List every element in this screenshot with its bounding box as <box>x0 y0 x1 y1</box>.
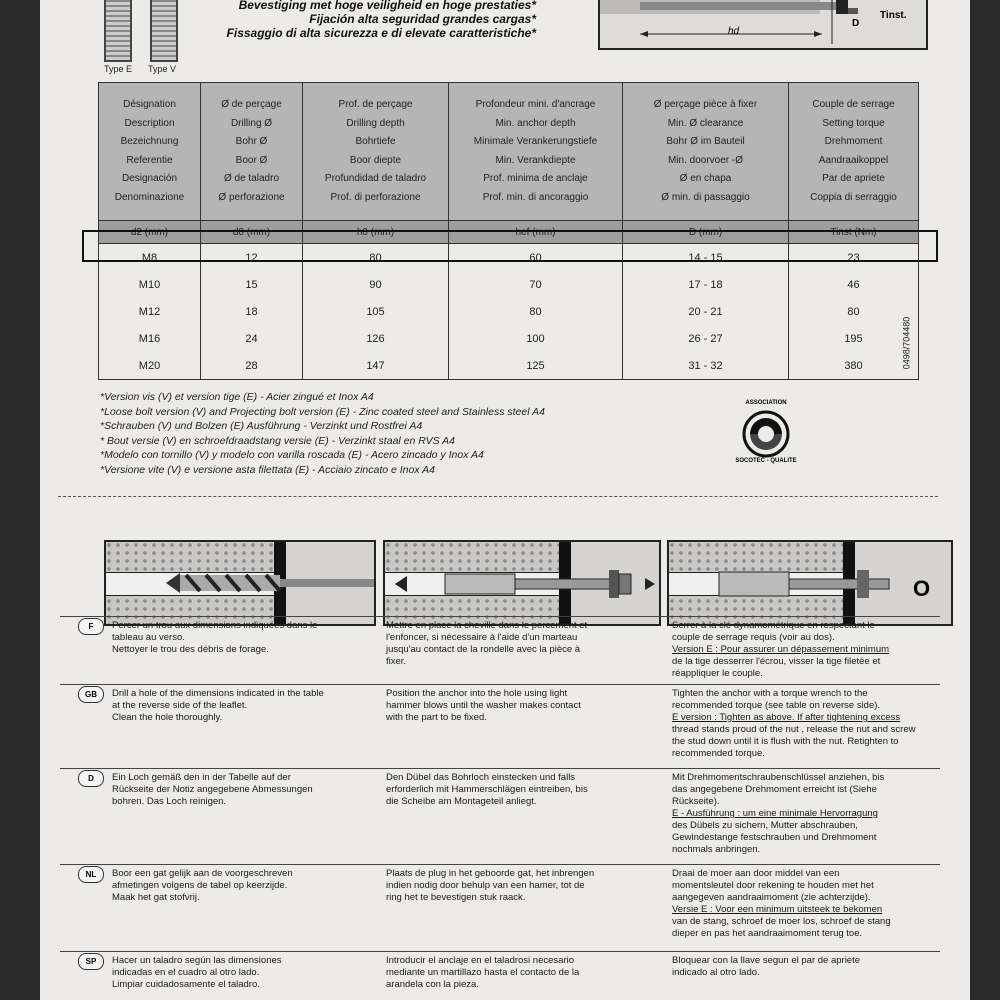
header-clearance: Ø perçage pièce à fixer Min. Ø clearance Bohr Ø im Bauteil Min. doorvoer -Ø Ø en chapa Ø min. di passaggio <box>623 83 789 221</box>
instruction-line: with the part to be fixed. <box>386 712 487 723</box>
table-row: M16 24 126 100 26 - 27 195 <box>99 325 919 352</box>
instruction-line: recommended torque. <box>672 748 765 759</box>
instruction-f-step-1 <box>112 620 366 656</box>
note-es: *Modelo con tornillo (V) y modelo con varilla roscada (E) - Acero zincado y Inox A4 <box>100 449 484 461</box>
instruction-line: couple de serrage requis (voir au dos). <box>672 632 835 643</box>
table-row: M12 18 105 80 20 - 21 80 <box>99 298 919 325</box>
instruction-line: Plaats de plug in het geboorde gat, het inbrengen <box>386 868 595 879</box>
instruction-line: Version E : Pour assurer un dépassement minimum <box>672 644 890 655</box>
instruction-line: de la tige desserrer l'écrou, visser la tige filetée et <box>672 656 881 667</box>
instruction-separator <box>60 951 940 952</box>
instruction-line: indien nodig door behulp van een hamer, tot de <box>386 880 585 891</box>
instruction-line: Percer un trou aux dimensions indiquées dans le <box>112 620 318 631</box>
document-code: 0498/704480 <box>901 316 912 370</box>
instruction-sp-step-1 <box>112 955 366 991</box>
unit-tinst: Tinst (Nm) <box>789 221 919 244</box>
anchor-dimension-diagram <box>598 0 928 50</box>
table-row: M8 12 80 60 14 - 15 23 <box>99 244 919 272</box>
instruction-d-step-2 <box>386 772 652 808</box>
unit-h0: h0 (mm) <box>303 221 449 244</box>
seal-bottom-text: SOCOTEC - QUALITE <box>735 458 797 464</box>
instruction-nl-step-3 <box>672 868 940 940</box>
instruction-gb-step-1 <box>112 688 366 724</box>
language-badge-nl: NL <box>78 866 104 883</box>
note-it: *Versione vite (V) e versione asta filettata (E) - Acciaio zincato e Inox A4 <box>100 463 435 476</box>
instruction-separator <box>60 616 940 617</box>
type-v-label: Type V <box>148 64 177 74</box>
instruction-line: Serrer à la clé dynamométrique en respectant le <box>672 620 875 631</box>
unit-d0: d0 (mm) <box>201 221 303 244</box>
instruction-line: Introducir el anclaje en el taladrosi necesario <box>386 955 574 966</box>
instruction-line: Bloquear con la llave segun el par de apriete <box>672 955 861 966</box>
bolt-type-e-icon <box>104 0 132 62</box>
instruction-separator <box>60 768 940 769</box>
instruction-line: indicadas en el cuadro al otro lado. <box>112 967 260 978</box>
instruction-line: des Dübels zu sichern, Mutter abschrauben, <box>672 820 858 831</box>
instruction-line: fixer. <box>386 656 407 667</box>
instruction-line: erforderlich mit Hammerschlägen eintreiben, bis <box>386 784 588 795</box>
instruction-line: Maak het gat stofvrij. <box>112 892 200 903</box>
multilingual-titles <box>196 0 536 40</box>
instruction-line: recommended torque (see table on reverse side). <box>672 700 881 711</box>
instruction-line: Clean the hole thoroughly. <box>112 712 223 723</box>
note-en: *Loose bolt version (V) and Projecting bolt version (E) - Zinc coated steel and Stainless steel A4 <box>100 405 545 418</box>
instruction-line: Gewindestange festschrauben und Drehmoment <box>672 832 877 843</box>
unit-hef: hef (mm) <box>449 221 623 244</box>
bolt-type-v-icon <box>150 0 178 62</box>
version-notes <box>100 390 545 477</box>
header-anchor-depth: Profondeur mini. d'ancrage Min. anchor depth Minimale Verankerungstiefe Min. Verankdiepte Prof. minima de anclaje Prof. min. di ancoraggio <box>449 83 623 221</box>
header-drilling-diameter: Ø de perçage Drilling Ø Bohr Ø Boor Ø Ø de taladro Ø perforazione <box>201 83 303 221</box>
instruction-f-step-3 <box>672 620 940 680</box>
language-badge-d: D <box>78 770 104 787</box>
instruction-line: Versie E : Voor een minimum uitsteek te bekomen <box>672 904 883 915</box>
unit-d2: d2 (mm) <box>99 221 201 244</box>
instruction-line: Hacer un taladro según las dimensiones <box>112 955 282 966</box>
note-fr: *Version vis (V) et version tige (E) - Acier zingué et Inox A4 <box>100 391 374 403</box>
instruction-line: Ein Loch gemäß den in der Tabelle auf der <box>112 772 291 783</box>
instruction-nl-step-1 <box>112 868 366 904</box>
header-drilling-depth: Prof. de perçage Drilling depth Bohrtiefe Boor diepte Profundidad de taladro Prof. di perforazione <box>303 83 449 221</box>
instruction-line: indicado al otro lado. <box>672 967 760 978</box>
instruction-line: Den Dübel das Bohrloch einstecken und falls <box>386 772 576 783</box>
instruction-line: Tighten the anchor with a torque wrench to the <box>672 688 868 699</box>
drill-bit-icon <box>166 570 376 596</box>
instruction-line: Mit Drehmomentschraubenschlüssel anziehen, bis <box>672 772 885 783</box>
instruction-line: ring het te bevestigen stuk raack. <box>386 892 526 903</box>
language-badge-gb: GB <box>78 686 104 703</box>
instruction-line: hammer blows until the washer makes contact <box>386 700 581 711</box>
unit-d: D (mm) <box>623 221 789 244</box>
d-label: D <box>852 18 860 29</box>
instruction-line: Mettre en place la cheville dans le percement et <box>386 620 588 631</box>
instruction-line: Draai de moer aan door middel van een <box>672 868 840 879</box>
note-nl: * Bout versie (V) en schroefdraadstang versie (E) - Verzinkt staal en RVS A4 <box>100 434 456 447</box>
instruction-line: Limpiar cuidadosamente el taladro. <box>112 979 260 990</box>
seal-top-text: ASSOCIATION <box>745 400 787 406</box>
instruction-line: l'enfoncer, si nécessaire à l'aide d'un marteau <box>386 632 578 643</box>
instruction-line: Drill a hole of the dimensions indicated in the table <box>112 688 324 699</box>
tinst-label: Tinst. <box>880 10 907 21</box>
hd-label: hd <box>728 26 740 37</box>
language-badge-sp: SP <box>78 953 104 970</box>
instruction-nl-step-2 <box>386 868 652 904</box>
instruction-line: Position the anchor into the hole using light <box>386 688 568 699</box>
step-drill-illustration <box>104 540 376 626</box>
instruction-line: jusqu'au contact de la rondelle avec la pièce à <box>386 644 581 655</box>
instruction-gb-step-2 <box>386 688 652 724</box>
title-it: Fissaggio di alta sicurezza e di elevate caratteristiche* <box>226 26 536 40</box>
header-setting-torque: Couple de serrage Setting torque Drehmoment Aandraaikoppel Par de apriete Coppia di serraggio <box>789 83 919 221</box>
title-nl: Bevestiging met hoge veiligheid en hoge prestaties* <box>238 0 536 12</box>
header-designation: Désignation Description Bezeichnung Referentie Designación Denominazione <box>99 83 201 221</box>
instruction-line: momentsleutel door rekening te houden met het <box>672 880 874 891</box>
instruction-d-step-3 <box>672 772 940 856</box>
instruction-line: E - Ausführung : um eine minimale Hervorragung <box>672 808 878 819</box>
language-badge-f: F <box>78 618 104 635</box>
instruction-line: mediante un martillazo hasta el contacto de la <box>386 967 580 978</box>
instruction-line: E version : Tighten as above. If after tightening excess <box>672 712 901 723</box>
instruction-line: réappliquer le couple. <box>672 668 763 679</box>
instruction-line: Boor een gat gelijk aan de voorgeschreven <box>112 868 293 879</box>
instruction-line: afmetingen volgens de tabel op keerzijde. <box>112 880 288 891</box>
anchor-insert-icon <box>395 564 655 604</box>
type-e-label: Type E <box>104 64 133 74</box>
m8-row-highlight <box>82 230 938 262</box>
socotec-logo-icon <box>726 402 806 466</box>
instruction-gb-step-3 <box>672 688 940 760</box>
instruction-sp-step-3 <box>672 955 940 979</box>
instruction-d-step-1 <box>112 772 366 808</box>
table-header-row <box>99 83 919 221</box>
rotation-symbol-icon: O <box>913 576 931 601</box>
instruction-line: thread stands proud of the nut , release the nut and screw <box>672 724 916 735</box>
instruction-line: tableau au verso. <box>112 632 185 643</box>
instruction-line: the stud down until it is flush with the nut. Retighten to <box>672 736 899 747</box>
note-de: *Schrauben (V) und Bolzen (E) Ausführung - Verzinkt und Rostfrei A4 <box>100 420 423 432</box>
instruction-line: Rückseite der Notiz angegebene Abmessungen <box>112 784 313 795</box>
instruction-line: van de stang, schroef de moer los, schroef de stang <box>672 916 891 927</box>
socotec-seal <box>726 402 806 466</box>
instruction-line: at the reverse side of the leaflet. <box>112 700 248 711</box>
step-tighten-illustration <box>667 540 953 626</box>
table-row: M10 15 90 70 17 - 18 46 <box>99 271 919 298</box>
instruction-line: die Scheibe am Montageteil anliegt. <box>386 796 537 807</box>
anchor-tightened-icon <box>699 564 899 604</box>
instruction-line: aangegeven aandraaimoment (zie achterzijde). <box>672 892 871 903</box>
instruction-line: das angegebene Drehmoment erreicht ist (Siehe <box>672 784 877 795</box>
instruction-line: Nettoyer le trou des débris de forage. <box>112 644 269 655</box>
instruction-line: nochmals anbringen. <box>672 844 761 855</box>
section-divider <box>58 496 938 497</box>
instruction-line: arandela con la pieza. <box>386 979 479 990</box>
table-row: M20 28 147 125 31 - 32 380 <box>99 352 919 380</box>
step-insert-illustration <box>383 540 661 626</box>
instruction-line: bohren. Das Loch reinigen. <box>112 796 227 807</box>
instruction-line: dieper en pas het aandraaimoment terug toe. <box>672 928 863 939</box>
instruction-separator <box>60 864 940 865</box>
instruction-f-step-2 <box>386 620 652 668</box>
instruction-separator <box>60 684 940 685</box>
instruction-line: Rückseite). <box>672 796 720 807</box>
title-es: Fijación alta seguridad grandes cargas* <box>309 12 536 26</box>
anchor-diagram-icon <box>600 0 926 48</box>
instruction-sp-step-2 <box>386 955 652 991</box>
